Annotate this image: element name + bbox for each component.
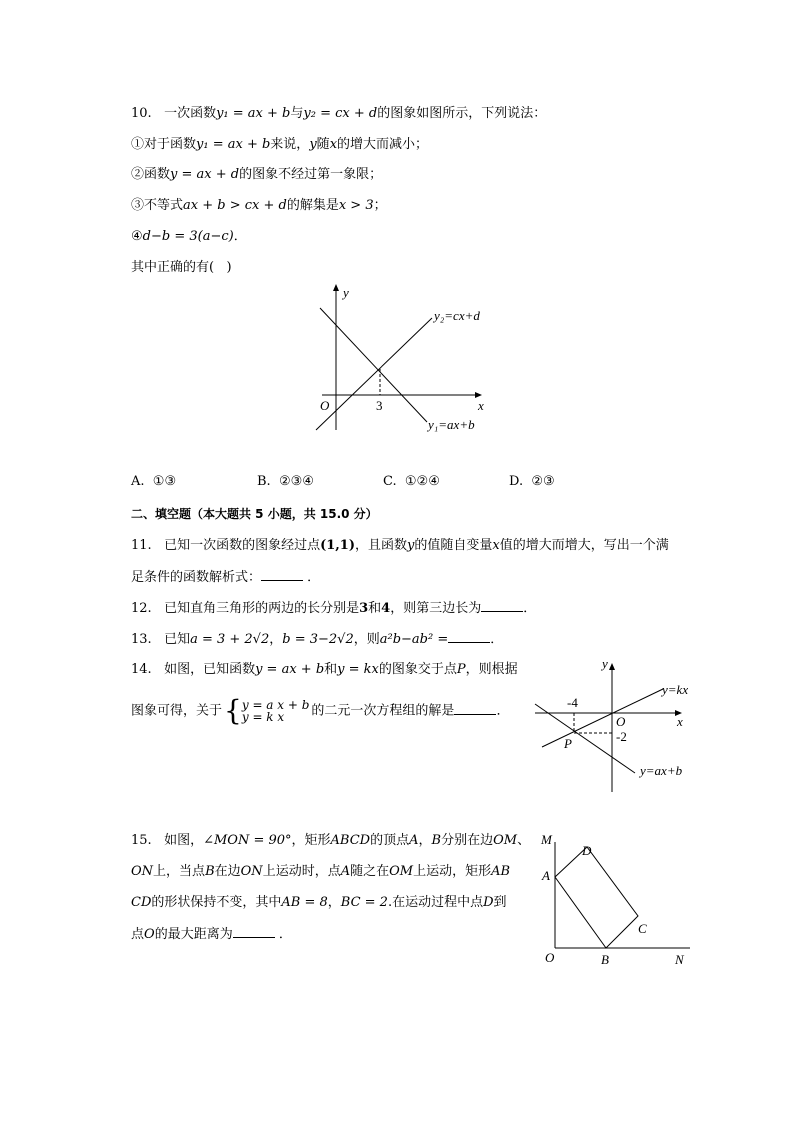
q15-line-3: CD的形状保持不变，其中AB = 8，BC = 2.在运动过程中点D到 bbox=[131, 895, 507, 910]
q13-answer-blank[interactable] bbox=[448, 630, 490, 643]
q15-label-m: M bbox=[541, 832, 552, 847]
q10-option-c[interactable]: C. ①②④ bbox=[383, 474, 440, 489]
q10-x-label: x bbox=[478, 398, 484, 413]
q10-y-arrow bbox=[333, 284, 339, 291]
q10-y1-label: y₁=ax+b bbox=[428, 417, 475, 432]
q15-rectangle-abcd bbox=[555, 847, 638, 948]
q14-line-ykx bbox=[542, 689, 663, 747]
q10-y2-label: y₂=cx+d bbox=[434, 308, 480, 323]
q11-answer-blank[interactable] bbox=[261, 568, 303, 581]
q15-label-b: B bbox=[601, 952, 609, 967]
q14-xtick: -4 bbox=[567, 695, 578, 710]
q13-line: 13. 已知a = 3 + 2√2，b = 3−2√2，则a²b−ab² = ． bbox=[131, 632, 504, 647]
q14-yaxb-label: y=ax+b bbox=[640, 763, 683, 778]
q10-tick-3: 3 bbox=[376, 398, 383, 413]
q15-label-n: N bbox=[675, 952, 684, 967]
q10-stem: 10. 一次函数y₁ = ax + b与y₂ = cx + d的图象如图所示，下列说法： bbox=[131, 106, 547, 121]
q10-question: 其中正确的有( ) bbox=[131, 260, 232, 275]
q14-answer-blank[interactable] bbox=[454, 702, 496, 715]
q10-statement-3: ③不等式ax + b > cx + d的解集是x > 3； bbox=[131, 198, 387, 213]
q10-option-a[interactable]: A. ①③ bbox=[131, 474, 177, 489]
q15-label-d: D bbox=[582, 843, 592, 858]
q11-line-1: 11. 已知一次函数的图象经过点(1,1)，且函数y的值随自变量x值的增大而增大，写出一个满 bbox=[131, 538, 669, 553]
q14-ytick: -2 bbox=[616, 729, 627, 744]
q14-y-arrow bbox=[609, 663, 615, 670]
q10-statement-1: ①对于函数y₁ = ax + b来说，y随x的增大而减小； bbox=[131, 137, 429, 152]
q15-label-a: A bbox=[542, 868, 550, 883]
q10-graph bbox=[300, 280, 510, 440]
q10-statement-4: ④d−b = 3(a−c)． bbox=[131, 229, 247, 244]
q15-label-c: C bbox=[638, 921, 647, 936]
q14-line-2: 图象可得，关于{y = a x + b y = k x 的二元一次方程组的解是 ． bbox=[131, 694, 510, 727]
q15-line-4: 点O的最大距离为 ． bbox=[131, 927, 292, 942]
q14-y-label: y bbox=[602, 656, 608, 671]
q15-graph bbox=[535, 828, 695, 970]
q14-origin-label: O bbox=[616, 714, 626, 729]
section-heading-fill-blank: 二、填空题（本大题共 5 小题，共 15.0 分） bbox=[131, 507, 378, 521]
q14-line-1: 14. 如图，已知函数y = ax + b和y = kx的图象交于点P，则根据 bbox=[131, 662, 518, 677]
q14-x-label: x bbox=[677, 714, 683, 729]
q14-ykx-label: y=kx bbox=[662, 682, 689, 697]
q11-line-2: 足条件的函数解析式： ． bbox=[131, 570, 321, 585]
q14-p-label: P bbox=[564, 736, 572, 751]
q14-equation-system: {y = a x + b y = k x bbox=[224, 694, 310, 727]
q14-graph bbox=[530, 655, 700, 795]
q10-option-d[interactable]: D. ②③ bbox=[509, 474, 555, 489]
q15-line-2: ON上，当点B在边ON上运动时，点A随之在OM上运动，矩形AB bbox=[131, 864, 511, 879]
q12-answer-blank[interactable] bbox=[481, 599, 523, 612]
q10-option-b[interactable]: B. ②③④ bbox=[257, 474, 314, 489]
q15-line-1: 15. 如图，∠MON = 90°，矩形ABCD的顶点A，B分别在边OM、 bbox=[131, 833, 531, 848]
q10-origin-label: O bbox=[320, 398, 330, 413]
q12-line: 12. 已知直角三角形的两边的长分别是3和4，则第三边长为 ． bbox=[131, 601, 537, 616]
q15-label-o: O bbox=[545, 950, 555, 965]
q10-y-label: y bbox=[343, 285, 349, 300]
q10-line-y2 bbox=[316, 318, 432, 430]
q10-statement-2: ②函数y = ax + d的图象不经过第一象限； bbox=[131, 167, 383, 182]
q15-answer-blank[interactable] bbox=[233, 925, 275, 938]
